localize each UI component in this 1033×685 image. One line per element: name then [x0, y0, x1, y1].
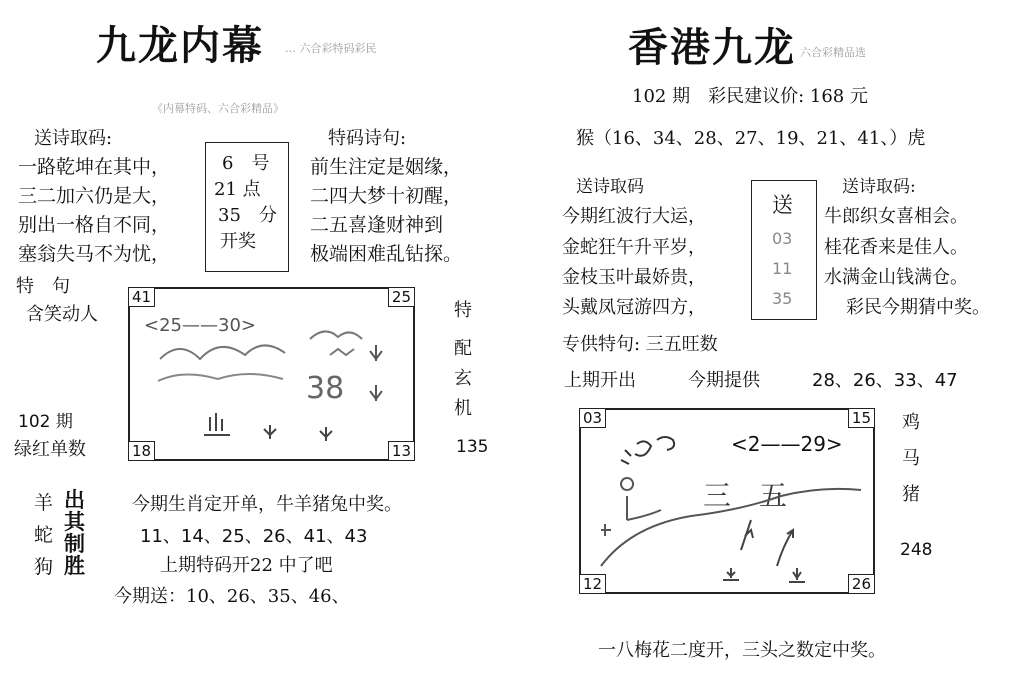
left-riddle-picture: [128, 287, 415, 461]
left-qi: 其: [64, 509, 85, 534]
left-zodiac-1: 羊: [34, 492, 54, 514]
left-box-line-4: 开奖: [220, 231, 256, 252]
left-pic-corner-br: 13: [388, 441, 415, 461]
left-pic-corner-tl: 41: [128, 287, 155, 307]
right-send-numbers-box: [751, 180, 817, 320]
left-title: 九龙内幕: [96, 22, 264, 69]
right-box-num-2: 11: [772, 259, 793, 278]
left-subtitle: … 六合彩特码彩民: [285, 42, 377, 55]
right-last-label: 上期开出: [564, 370, 636, 391]
right-side-number: 248: [900, 540, 933, 560]
left-te-ju-label: 特 句: [16, 276, 70, 297]
left-te-poem-label: 特码诗句:: [328, 128, 407, 149]
left-box-line-2: 21 点: [214, 179, 261, 200]
right-box-num-3: 35: [772, 289, 793, 308]
right-poem-left-3: 金枝玉叶最娇贵，: [562, 267, 706, 288]
right-poem-right-1: 牛郎织女喜相会。: [824, 206, 968, 227]
right-pic-sketch: [581, 410, 873, 592]
right-box-num-1: 03: [772, 229, 793, 248]
left-subnote: 《内幕特码、六合彩精品》: [152, 102, 284, 115]
right-send-label-right: 送诗取码:: [842, 177, 916, 197]
right-send-label-left: 送诗取码: [576, 177, 644, 197]
left-line-1: 今期生肖定开单，牛羊猪兔中奖。: [132, 494, 402, 515]
left-poem-line-2: 三二加六仍是大，: [18, 185, 171, 207]
right-side-char-1: 鸡: [902, 412, 920, 433]
right-pic-corner-tr: 15: [848, 408, 875, 428]
left-line-2: 11、14、25、26、41、43: [140, 526, 368, 547]
left-line-3: 上期特码开22 中了吧: [160, 555, 333, 576]
left-poem-line-1: 一路乾坤在其中，: [18, 156, 171, 178]
left-pic-corner-tr: 25: [388, 287, 415, 307]
right-pic-corner-bl: 12: [579, 574, 606, 594]
left-pic-sketch: [130, 289, 413, 459]
left-line-4: 今期送：10、26、35、46、: [114, 586, 350, 607]
left-te-poem-line-3: 二五喜逢财神到: [310, 214, 444, 236]
left-box-line-1: 6 号: [222, 153, 270, 174]
left-te-poem-line-4: 极端困难乱钻探。: [310, 243, 463, 265]
left-side-char-3: 玄: [454, 368, 472, 389]
left-issue: 102 期: [18, 412, 73, 432]
right-provide-label: 今期提供: [688, 370, 760, 391]
right-issue-price: 102 期 彩民建议价: 168 元: [632, 86, 868, 107]
left-send-poem-label: 送诗取码:: [34, 128, 113, 149]
left-poem-line-3: 别出一格自不同，: [18, 214, 171, 236]
left-poem-line-4: 塞翁失马不为忧，: [18, 243, 171, 265]
right-pic-hw-text: 三 五: [703, 479, 788, 512]
right-poem-right-4: 彩民今期猜中奖。: [846, 297, 990, 318]
right-side-char-3: 猪: [902, 484, 920, 505]
left-chu: 出: [64, 487, 85, 512]
right-pic-hw-arrow: <2——29>: [731, 432, 843, 456]
right-poem-left-2: 金蛇狂午升平岁，: [562, 237, 706, 258]
left-zodiac-2: 蛇: [34, 524, 54, 546]
right-poem-right-2: 桂花香来是佳人。: [824, 237, 968, 258]
left-zhi: 制: [64, 531, 85, 556]
left-side-char-4: 机: [454, 398, 472, 419]
right-title: 香港九龙: [628, 24, 796, 71]
left-sheng: 胜: [64, 553, 85, 578]
left-zodiac-3: 狗: [34, 556, 54, 578]
right-poem-right-3: 水满金山钱满仓。: [824, 267, 968, 288]
right-special-line: 专供特句: 三五旺数: [562, 334, 718, 355]
left-draw-time-box: [205, 142, 289, 272]
right-pic-corner-tl: 03: [579, 408, 606, 428]
left-box-line-3: 35 分: [218, 205, 277, 226]
left-side-char-1: 特: [454, 300, 472, 321]
left-te-ju-text: 含笑动人: [26, 304, 98, 325]
left-side-char-2: 配: [454, 338, 472, 359]
right-bottom-line: 一八梅花二度开，三头之数定中奖。: [598, 640, 886, 661]
right-provide-numbers: 28、26、33、47: [812, 370, 958, 391]
left-pic-corner-bl: 18: [128, 441, 155, 461]
right-subtitle: 六合彩精品选: [800, 46, 866, 59]
left-te-poem-line-1: 前生注定是姻缘，: [310, 156, 463, 178]
left-color-label: 绿红单数: [14, 439, 86, 460]
left-side-number: 135: [456, 437, 489, 457]
left-pic-hw-arrow: <25——30>: [144, 315, 256, 336]
right-monkey-line: 猴（16、34、28、27、19、21、41、）虎: [576, 128, 926, 149]
right-poem-left-4: 头戴凤冠游四方，: [562, 297, 706, 318]
right-box-send: 送: [772, 193, 793, 217]
right-riddle-picture: [579, 408, 875, 594]
left-pic-hw-num: 38: [306, 371, 345, 406]
right-pic-corner-br: 26: [848, 574, 875, 594]
right-side-char-2: 马: [902, 448, 920, 469]
left-te-poem-line-2: 二四大梦十初醒，: [310, 185, 463, 207]
right-poem-left-1: 今期红波行大运，: [562, 206, 706, 227]
